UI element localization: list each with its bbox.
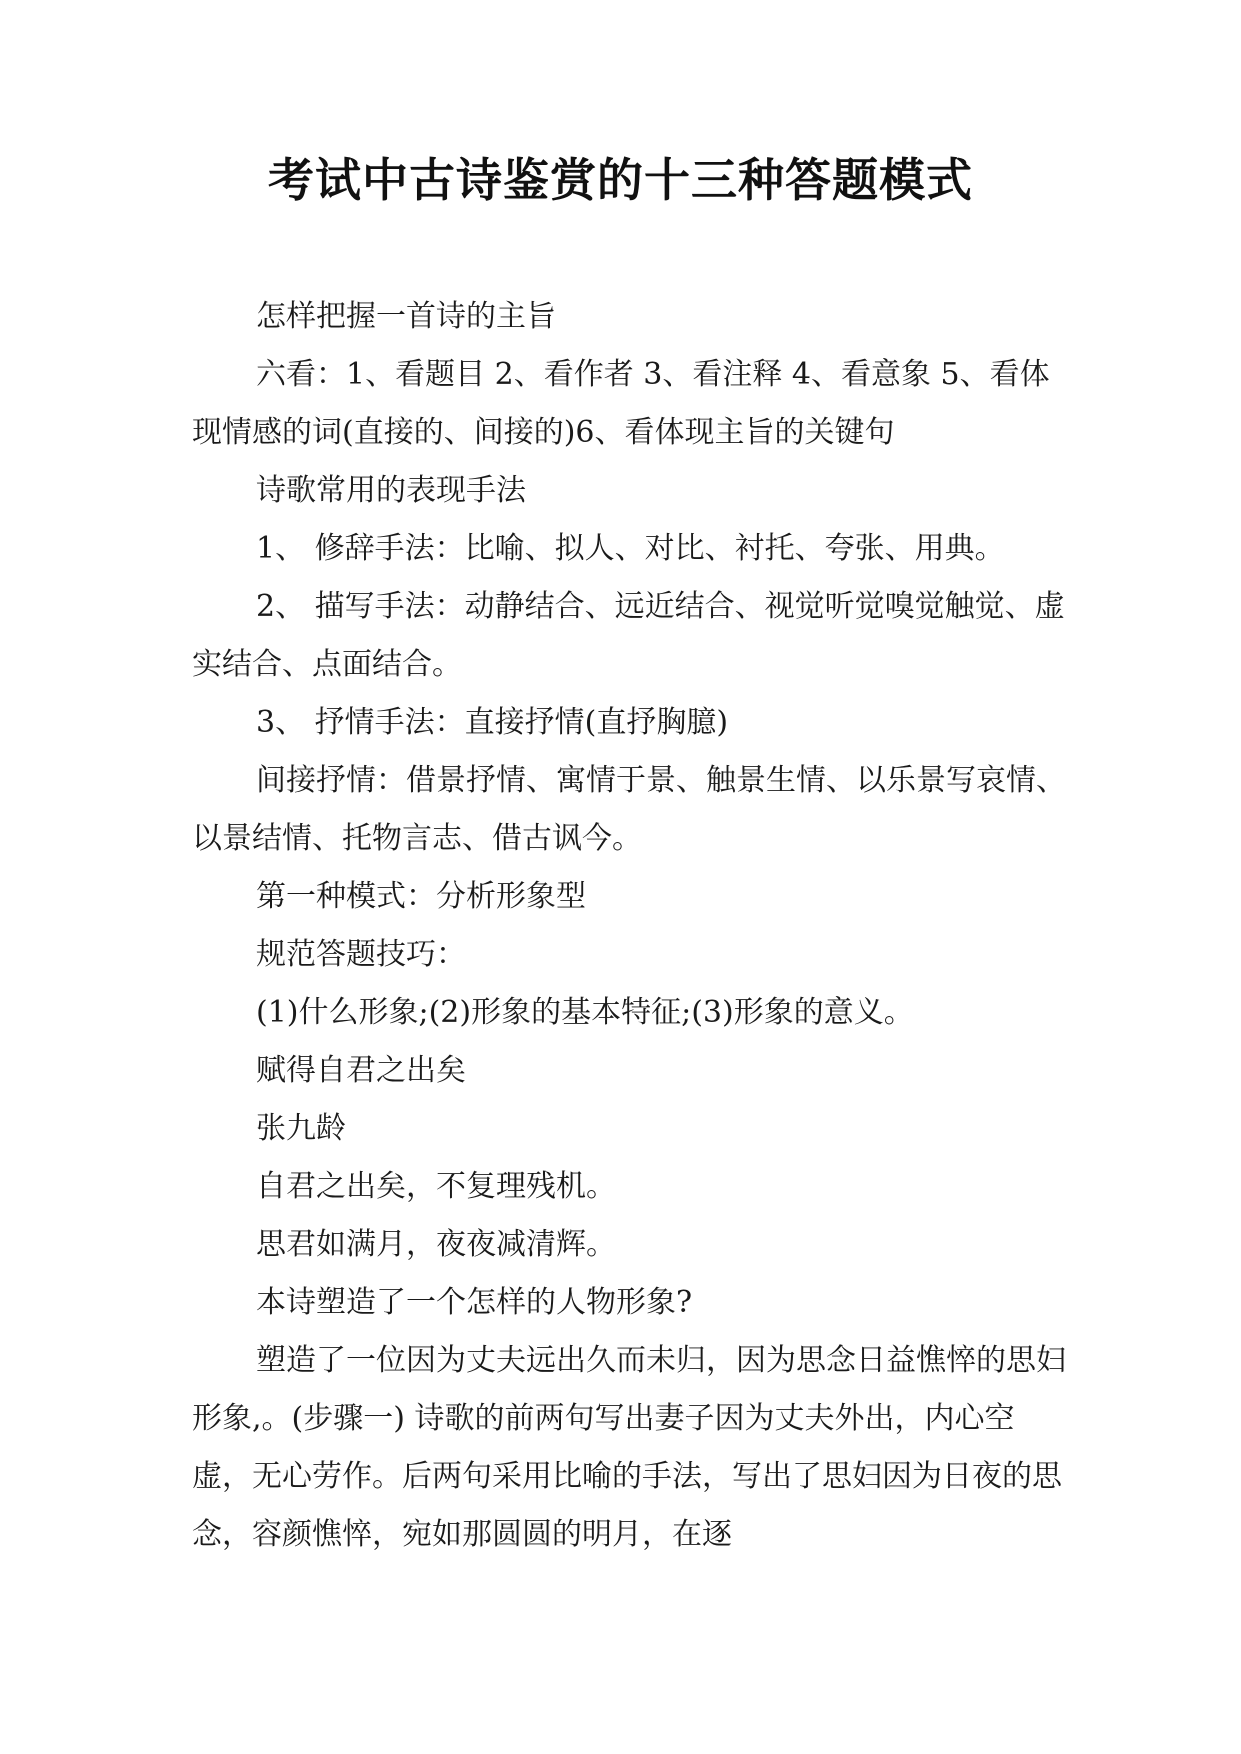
paragraph-lyric: 3、 抒情手法：直接抒情(直抒胸臆)	[256, 705, 729, 740]
paragraph-image-steps: (1)什么形象;(2)形象的基本特征;(3)形象的意义。	[256, 995, 914, 1030]
document-body	[192, 288, 1072, 1564]
paragraph-rhetoric: 1、 修辞手法：比喻、拟人、对比、衬托、夸张、用典。	[256, 531, 1005, 566]
paragraph-techniques-heading: 诗歌常用的表现手法	[256, 473, 526, 508]
poem-title: 赋得自君之出矣	[256, 1053, 466, 1088]
poem-line-2: 思君如满月，夜夜减清辉。	[256, 1227, 616, 1262]
poem-author: 张九龄	[256, 1111, 346, 1146]
document-title: 考试中古诗鉴赏的十三种答题模式	[268, 153, 973, 207]
paragraph-indirect-lyric: 间接抒情：借景抒情、寓情于景、触景生情、以乐景写哀情、以景结情、托物言志、借古讽今。	[192, 763, 1066, 856]
paragraph-description: 2、 描写手法：动静结合、远近结合、视觉听觉嗅觉触觉、虚实结合、点面结合。	[192, 589, 1065, 682]
paragraph-theme-heading: 怎样把握一首诗的主旨	[256, 299, 556, 334]
answer: 塑造了一位因为丈夫远出久而未归，因为思念日益憔悴的思妇形象,。(步骤一) 诗歌的前两句写出妻子因为丈夫外出，内心空虚，无心劳作。后两句采用比喻的手法，写出了思妇因为日夜的思念，容颜憔悴，宛如那圆圆的明月，在逐	[192, 1343, 1066, 1552]
question: 本诗塑造了一个怎样的人物形象?	[256, 1285, 693, 1320]
paragraph-answer-skills: 规范答题技巧：	[256, 937, 466, 972]
poem-line-1: 自君之出矣，不复理残机。	[256, 1169, 616, 1204]
paragraph-six-looks: 六看：1、看题目 2、看作者 3、看注释 4、看意象 5、看体现情感的词(直接的、间接的)6、看体现主旨的关键句	[192, 357, 1050, 450]
paragraph-mode-one: 第一种模式：分析形象型	[256, 879, 586, 914]
